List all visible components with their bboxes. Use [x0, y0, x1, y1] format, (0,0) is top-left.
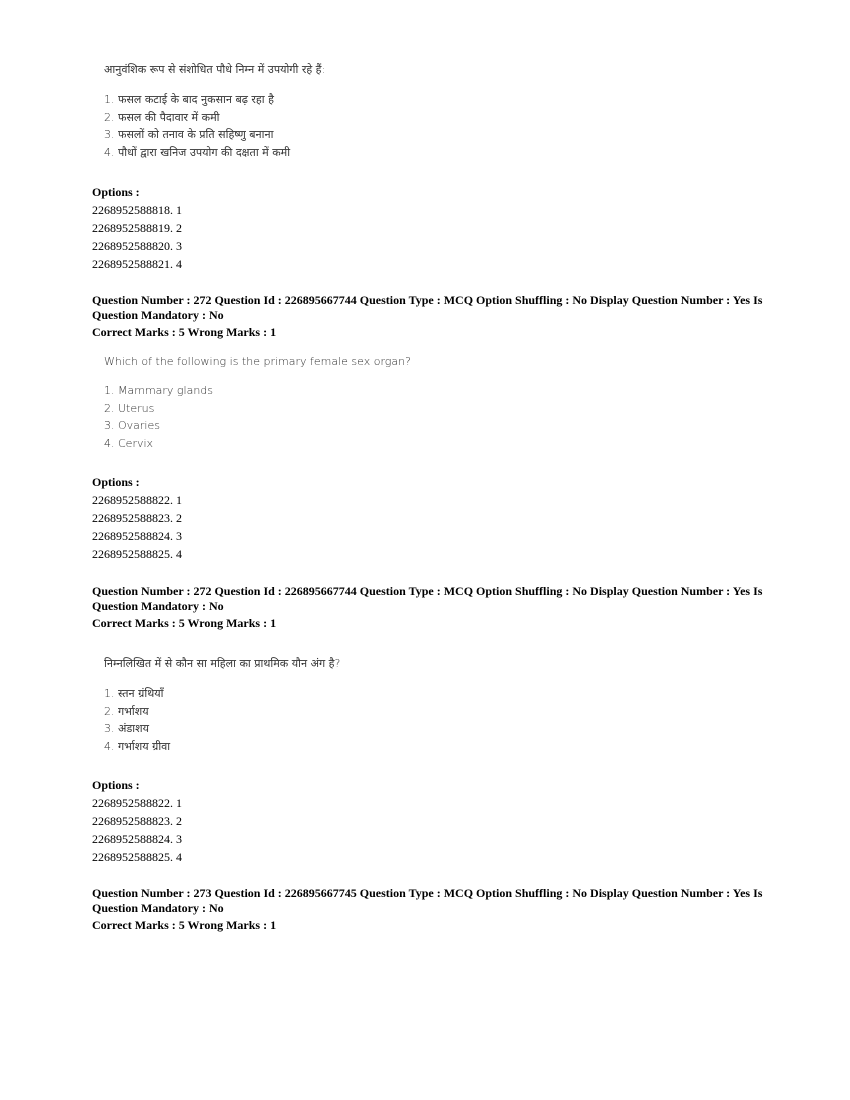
choice-item: 1. Mammary glands: [104, 384, 214, 397]
option-row: 2268952588820. 3: [92, 239, 182, 253]
question-image: [104, 355, 411, 452]
question-meta: [92, 584, 772, 631]
choice-item: 3. Ovaries: [104, 419, 160, 432]
option-row: 2268952588819. 2: [92, 221, 182, 235]
question-image: [104, 656, 340, 755]
choice-item: 2. गर्भाशय: [104, 704, 149, 718]
options-block: [92, 183, 182, 273]
question-meta: [92, 886, 772, 933]
question-meta-line: Question Number : 273 Question Id : 226895667745 Question Type : MCQ Option Shuffling : No Display Question Number : Yes Is Question Mandatory : No: [92, 886, 763, 915]
options-heading: Options :: [92, 475, 140, 489]
marks-line: Correct Marks : 5 Wrong Marks : 1: [92, 325, 277, 339]
option-row: 2268952588818. 1: [92, 203, 182, 217]
option-row: 2268952588822. 1: [92, 493, 182, 507]
choice-list: [104, 382, 411, 452]
question-stem: आनुवंशिक रूप से संशोधित पौधे निम्न में उपयोगी रहे हैं:: [104, 63, 326, 76]
option-row: 2268952588822. 1: [92, 796, 182, 810]
marks-line: Correct Marks : 5 Wrong Marks : 1: [92, 918, 277, 932]
options-block: [92, 776, 182, 866]
question-stem: Which of the following is the primary female sex organ?: [104, 355, 411, 368]
choice-list: [104, 685, 340, 755]
choice-list: [104, 91, 325, 161]
question-meta-line: Question Number : 272 Question Id : 226895667744 Question Type : MCQ Option Shuffling : No Display Question Number : Yes Is Question Mandatory : No: [92, 584, 763, 613]
choice-item: 1. फसल कटाई के बाद नुकसान बढ़ रहा है: [104, 93, 274, 106]
options-heading: Options :: [92, 778, 140, 792]
question-meta-line: Question Number : 272 Question Id : 226895667744 Question Type : MCQ Option Shuffling : No Display Question Number : Yes Is Question Mandatory : No: [92, 293, 763, 322]
choice-item: 4. Cervix: [104, 436, 154, 450]
choice-item: 3. फसलों को तनाव के प्रति सहिष्णु बनाना: [104, 128, 274, 141]
option-row: 2268952588825. 4: [92, 547, 182, 561]
option-row: 2268952588824. 3: [92, 529, 182, 543]
options-block: [92, 473, 182, 563]
options-heading: Options :: [92, 185, 140, 199]
question-image: [104, 62, 325, 161]
choice-item: 1. स्तन ग्रंथियाँ: [104, 687, 164, 700]
marks-line: Correct Marks : 5 Wrong Marks : 1: [92, 616, 277, 630]
option-row: 2268952588823. 2: [92, 511, 182, 525]
question-stem: निम्नलिखित में से कौन सा महिला का प्राथमिक यौन अंग है?: [104, 657, 341, 670]
choice-item: 3. अंडाशय: [104, 722, 149, 735]
choice-item: 4. गर्भाशय ग्रीवा: [104, 739, 171, 753]
option-row: 2268952588824. 3: [92, 832, 182, 846]
option-row: 2268952588823. 2: [92, 814, 182, 828]
choice-item: 4. पौधों द्वारा खनिज उपयोग की दक्षता में कमी: [104, 145, 291, 159]
question-meta: [92, 293, 772, 340]
option-row: 2268952588821. 4: [92, 257, 182, 271]
option-row: 2268952588825. 4: [92, 850, 182, 864]
choice-item: 2. फसल की पैदावार में कमी: [104, 110, 220, 124]
choice-item: 2. Uterus: [104, 401, 155, 415]
